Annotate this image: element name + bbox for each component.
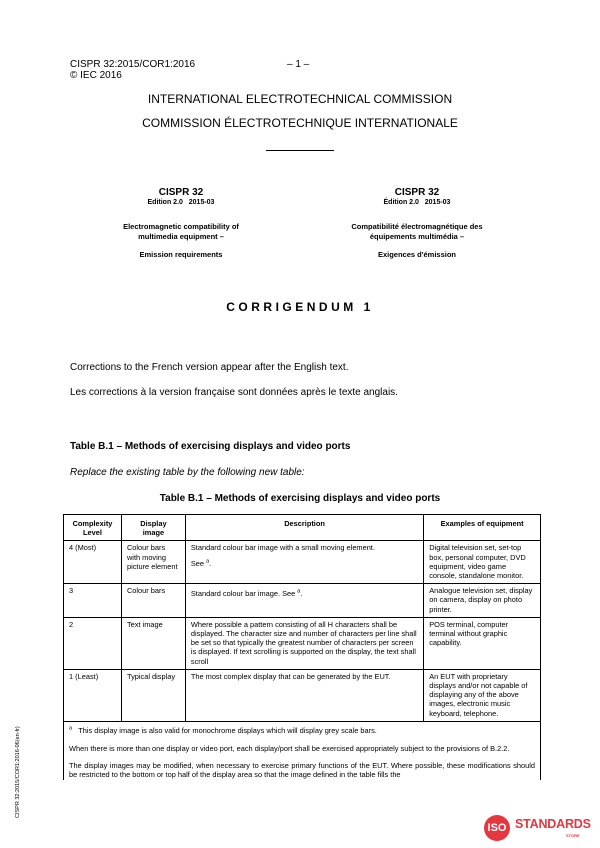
cell-level: 3 [64, 584, 122, 618]
cell-level: 2 [64, 617, 122, 669]
cell-image: Typical display [121, 669, 185, 721]
header-description: Description [185, 515, 423, 541]
org-title-en: INTERNATIONAL ELECTROTECHNICAL COMMISSION [147, 92, 453, 106]
cell-description: Standard colour bar image. See $^a$. [185, 584, 423, 618]
table-row [64, 541, 541, 584]
english-standard-block [81, 187, 281, 259]
cell-examples: Digital television set, set-top box, personal computer, DVD equipment, video game console, standalone monitor. [424, 541, 541, 584]
cell-description: Standard colour bar image with a small moving element. See $^a$. [185, 541, 423, 584]
table-row [64, 584, 541, 618]
table-caption: Table B.1 – Methods of exercising displays and video ports [159, 493, 441, 504]
standard-subtitle-fr: Exigences d'émission [377, 250, 457, 259]
table-footnote: $^a$ This display image is also valid for monochrome displays which will display grey scale bars. [69, 725, 377, 735]
standard-number-fr: CISPR 32 [394, 187, 440, 198]
document-reference: CISPR 32:2015/COR1:2016 [70, 59, 196, 70]
cell-description: Where possible a pattern consisting of all H characters shall be displayed. The character size and number of characters per line shall be set so that typically the greatest number of characters per screen is displayed. If text scrolling is supported on the display, the text shall scroll [185, 617, 423, 669]
cell-description: The most complex display that can be generated by the EUT. [185, 669, 423, 721]
side-reference: CISPR 32:2015/COR1:2016-06(en-fr) [15, 726, 21, 818]
cell-examples: POS terminal, computer terminal without graphic capability. [424, 617, 541, 669]
header-complexity-level: Complexity Level [64, 515, 122, 541]
header-display-image: Display image [121, 515, 185, 541]
cell-examples: An EUT with proprietary displays and/or not capable of displaying any of the above images, electronic music keyboard, telephone. [424, 669, 541, 721]
instruction: Replace the existing table by the following new table: [70, 467, 305, 478]
standard-number-en: CISPR 32 [158, 187, 204, 198]
page-number: – 1 – [287, 59, 310, 70]
section-heading: Table B.1 – Methods of exercising displays and video ports [70, 441, 351, 452]
title-divider [266, 150, 334, 151]
table-row [64, 617, 541, 669]
standard-subtitle-en: Emission requirements [139, 250, 223, 259]
methods-table [63, 514, 541, 780]
edition-en: Edition 2.0 2015-03 [147, 199, 215, 206]
org-title-fr: COMMISSION ÉLECTROTECHNIQUE INTERNATIONALE [142, 116, 458, 130]
intro-en: Corrections to the French version appear after the English text. [70, 362, 349, 373]
edition-fr: Édition 2.0 2015-03 [383, 199, 451, 206]
iso-logo-icon: ISO [484, 815, 510, 841]
table-header-row [64, 515, 541, 541]
table-note-1: When there is more than one display or video port, each display/port shall be exercised appropriately subject to the provisions of B.2.2. [69, 744, 510, 754]
copyright: © IEC 2016 [70, 70, 122, 81]
cell-image: Colour bars [121, 584, 185, 618]
standard-title-en: Electromagnetic compatibility of multimedia equipment – [123, 222, 239, 241]
table-note-2: The display images may be modified, when necessary to exercise primary functions of the EUT. Where possible, these modifications should be restricted to the bottom or top half of the display area so that the image defined in the table fills the [69, 761, 535, 780]
header-examples: Examples of equipment [424, 515, 541, 541]
cell-image: Text image [121, 617, 185, 669]
table-row [64, 669, 541, 721]
corrigendum-title: CORRIGENDUM 1 [226, 300, 374, 314]
intro-fr: Les corrections à la version française sont données après le texte anglais. [70, 387, 398, 398]
table-notes-row [64, 721, 541, 779]
logo-standards-text: STANDARDS [515, 817, 591, 831]
cell-level: 1 (Least) [64, 669, 122, 721]
cell-examples: Analogue television set, display on camera, display on photo printer. [424, 584, 541, 618]
french-standard-block [317, 187, 517, 259]
cell-image: Colour bars with moving picture element [121, 541, 185, 584]
table-notes [64, 721, 541, 779]
standard-title-fr: Compatibilité électromagnétique des équipements multimédia – [351, 222, 483, 241]
cell-level: 4 (Most) [64, 541, 122, 584]
logo-store-text: STORE [566, 833, 580, 838]
